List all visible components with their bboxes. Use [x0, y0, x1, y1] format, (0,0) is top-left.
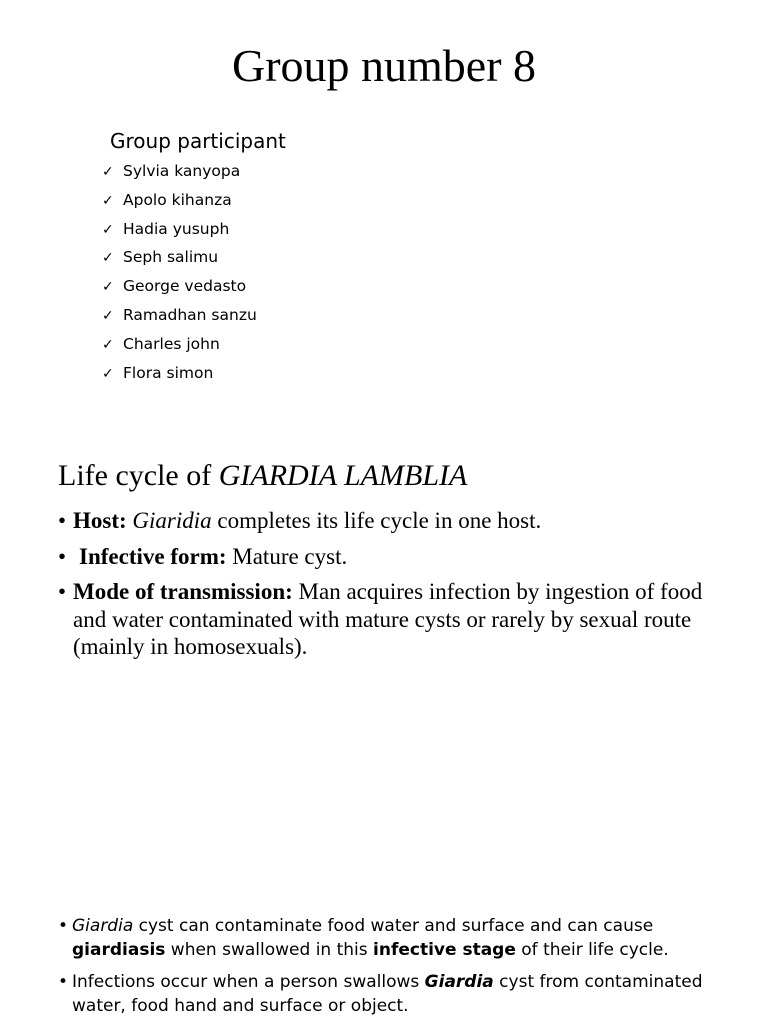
participants-heading: Group participant	[110, 129, 286, 153]
list-item	[102, 215, 257, 244]
bullet-icon: •	[58, 579, 67, 604]
list-item	[102, 330, 257, 359]
infective-form-text: Mature cyst.	[226, 543, 348, 569]
transmission-label: Mode of transmission:	[73, 579, 293, 604]
bullet-icon: •	[58, 508, 67, 533]
notes-list	[58, 915, 738, 1027]
checkmark-icon: ✓	[102, 164, 114, 180]
checkmark-icon: ✓	[102, 250, 114, 267]
note-bold: infective stage	[373, 939, 516, 960]
list-item	[102, 301, 257, 330]
participant-name: Charles john	[123, 334, 220, 353]
section-title-organism: GIARDIA LAMBLIA	[218, 459, 468, 492]
host-label: Host:	[73, 508, 127, 533]
participant-name: George vedasto	[123, 277, 247, 296]
participant-name: Flora simon	[123, 363, 214, 382]
checkmark-icon: ✓	[102, 192, 114, 209]
participant-name: Seph salimu	[123, 248, 219, 267]
participant-name: Apolo kihanza	[123, 190, 232, 209]
bullet-icon: •	[58, 972, 69, 992]
list-item	[102, 243, 257, 272]
checkmark-icon: ✓	[102, 279, 114, 296]
note-text: of their life cycle.	[515, 939, 669, 960]
note-text: Infections occur when a person swallows	[72, 972, 425, 992]
note-text: cyst can contaminate food water and surface and can cause	[133, 916, 654, 936]
participant-name: Hadia yusuph	[123, 219, 230, 238]
list-item-transmission	[58, 578, 718, 661]
note-bold: giardiasis	[72, 939, 166, 960]
checkmark-icon: ✓	[102, 336, 114, 353]
list-item	[102, 186, 257, 215]
host-text: completes its life cycle in one host.	[211, 508, 542, 533]
checkmark-icon: ✓	[102, 307, 114, 324]
list-item	[102, 272, 257, 301]
note-organism: Giardia	[72, 916, 134, 936]
list-item	[102, 157, 257, 186]
checkmark-icon: ✓	[102, 221, 114, 238]
list-item-host	[58, 507, 718, 535]
list-item	[58, 915, 738, 962]
note-text: when swallowed in this	[165, 939, 374, 960]
note-organism: Giardia	[424, 972, 494, 992]
section-title	[58, 458, 467, 494]
transmission-text: Man acquires infection by ingestion of food and water contaminated with mature cysts or rarely by sexual route (mainly in homosexuals).	[73, 579, 703, 659]
bullet-icon: •	[58, 543, 67, 569]
bullet-icon: •	[58, 916, 69, 936]
list-item-infective-form	[58, 543, 718, 571]
note-text: cyst from contaminated water, food hand and surface or object.	[72, 972, 703, 1016]
participant-name: Sylvia kanyopa	[123, 162, 241, 180]
participants-list	[102, 157, 257, 387]
host-organism: Giaridia	[132, 508, 212, 533]
list-item	[102, 359, 257, 388]
life-cycle-list	[58, 507, 718, 669]
checkmark-icon: ✓	[102, 365, 114, 382]
section-title-prefix: Life cycle of	[58, 459, 219, 492]
infective-form-label: Infective form:	[79, 543, 227, 569]
list-item	[58, 971, 738, 1018]
page-title: Group number 8	[231, 40, 537, 91]
participant-name: Ramadhan sanzu	[123, 305, 257, 324]
